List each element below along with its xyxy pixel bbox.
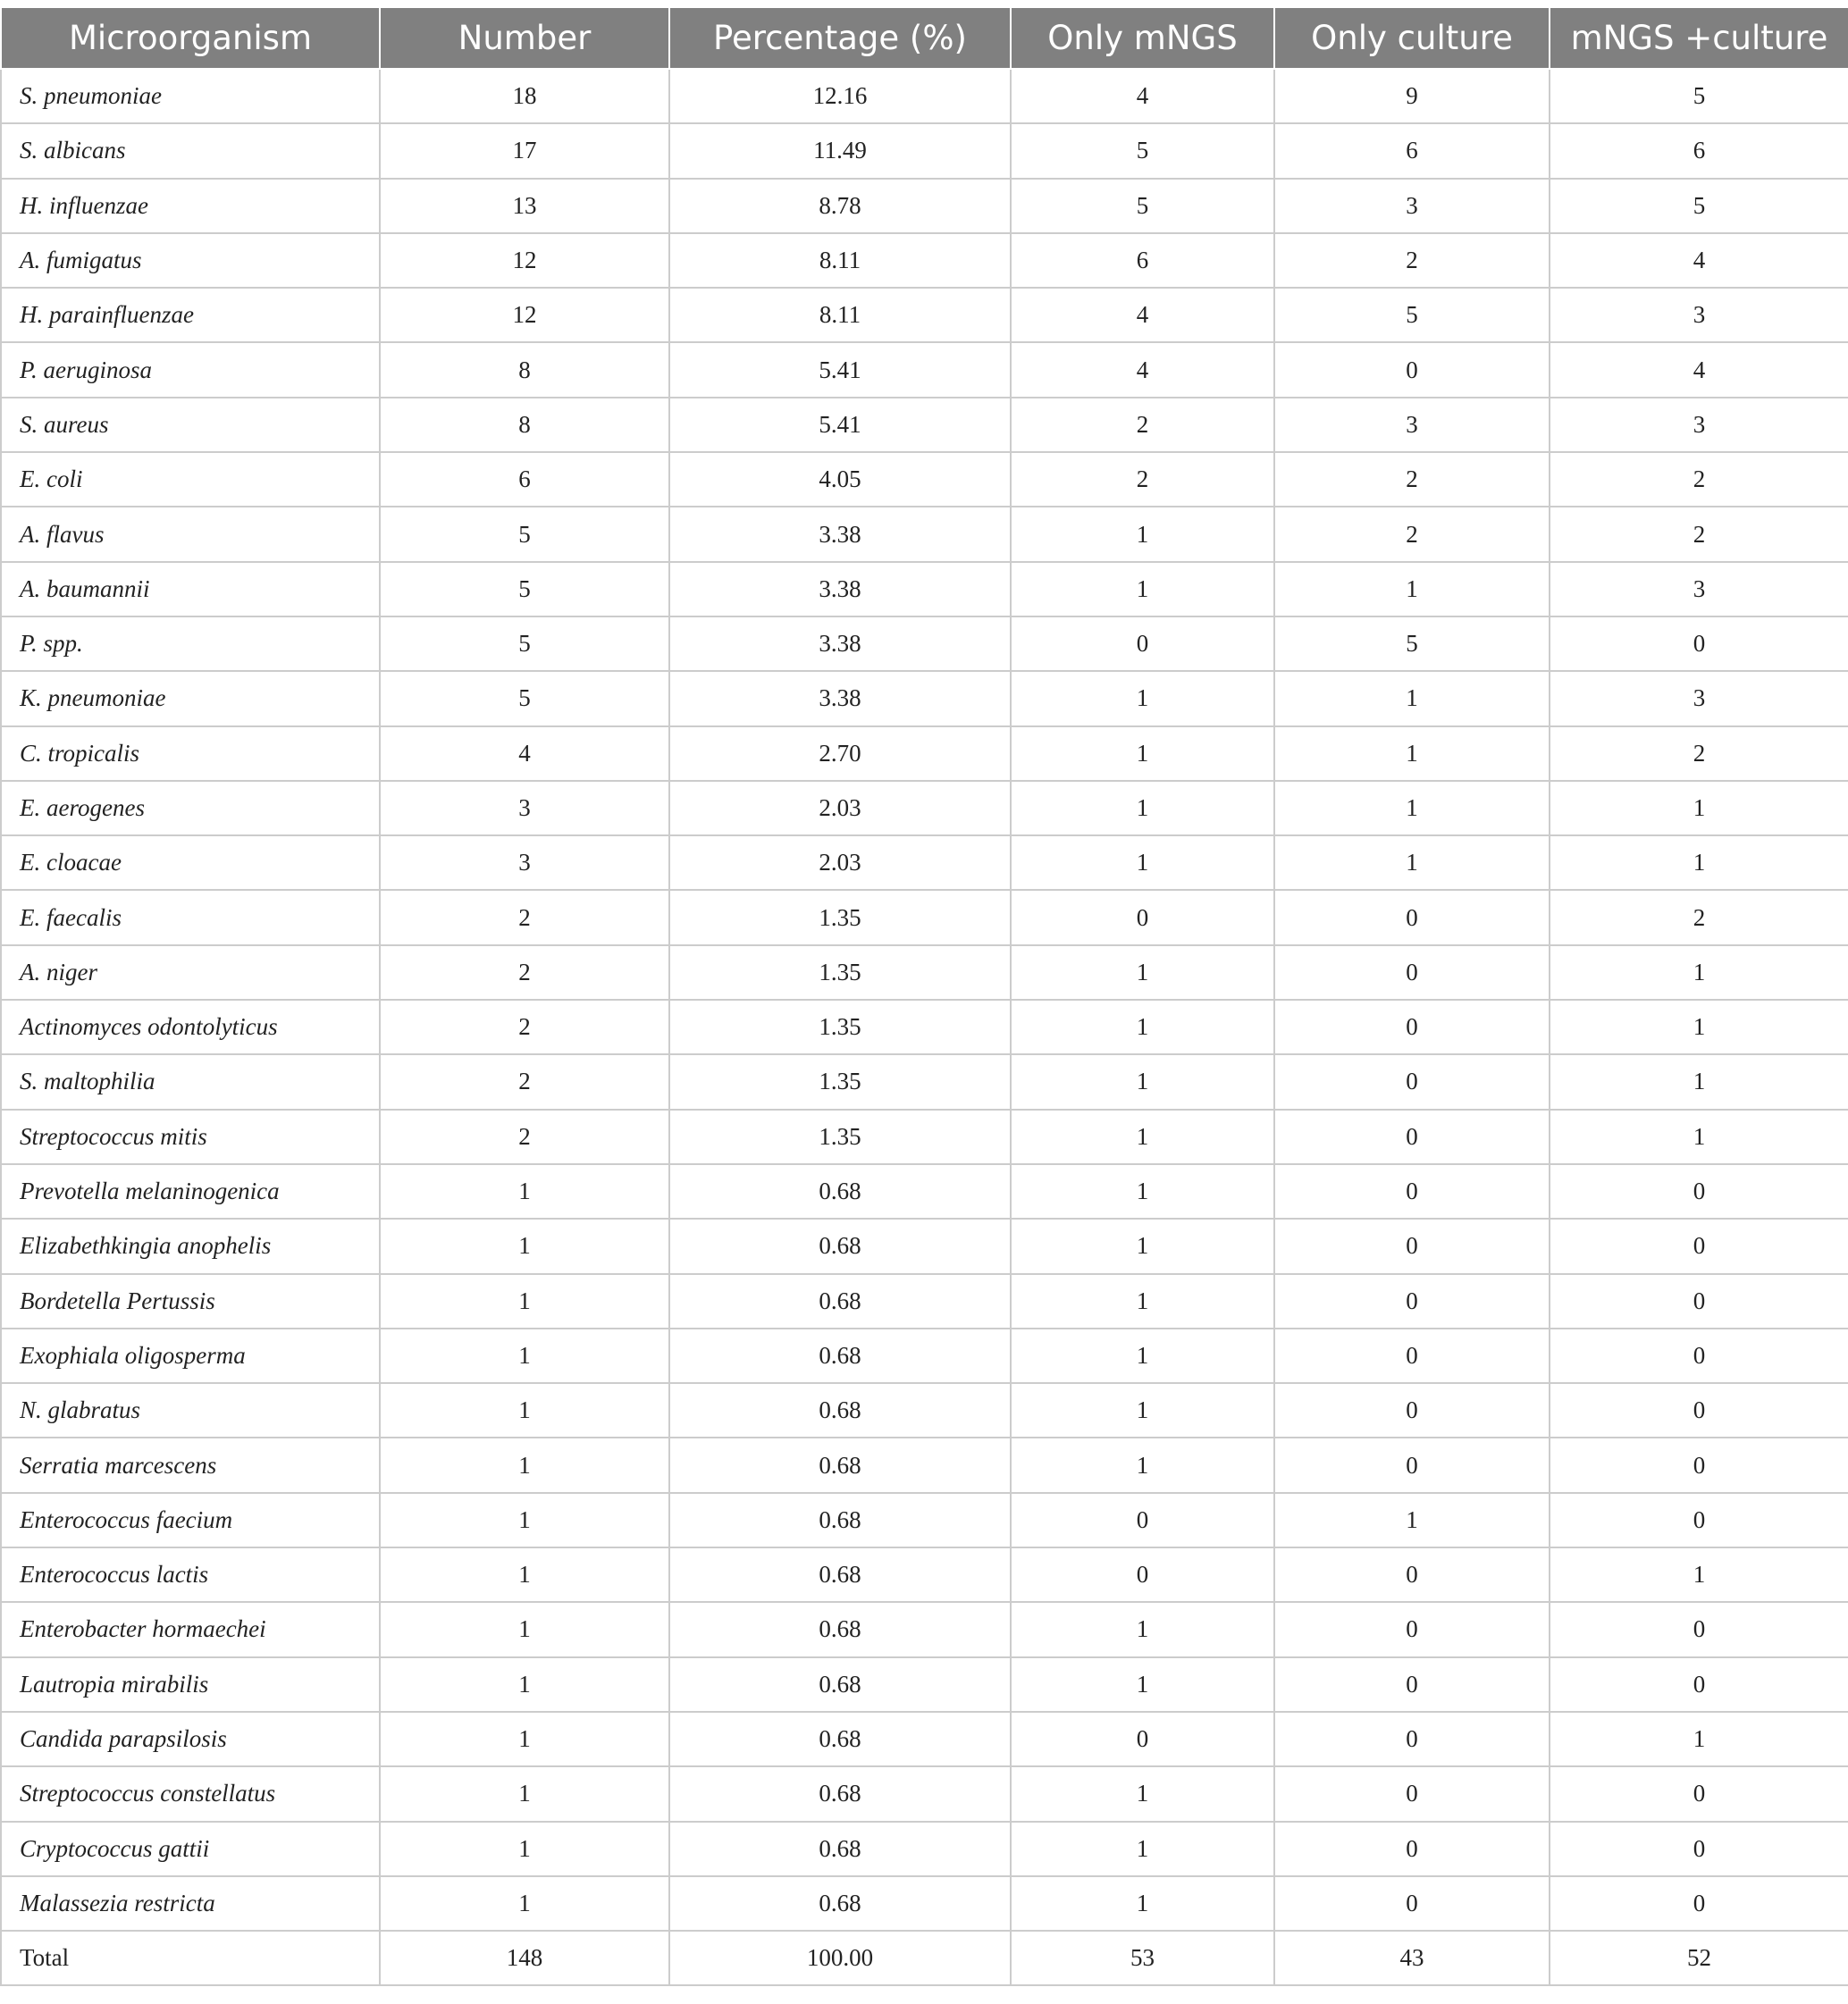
table-row: [1, 507, 1848, 561]
cell-number: 5: [380, 562, 669, 616]
cell-mngs-culture: 52: [1550, 1931, 1848, 1985]
cell-mngs-culture: 2: [1550, 726, 1848, 781]
table-row: [1, 671, 1848, 725]
header-row: [1, 7, 1848, 69]
cell-only-mngs: 4: [1011, 288, 1274, 342]
cell-microorganism: S. maltophilia: [1, 1054, 380, 1109]
table-row: [1, 1547, 1848, 1602]
cell-mngs-culture: 2: [1550, 507, 1848, 561]
cell-number: 1: [380, 1876, 669, 1931]
cell-microorganism: E. cloacae: [1, 835, 380, 890]
cell-only-culture: 0: [1274, 890, 1550, 944]
cell-only-culture: 0: [1274, 1602, 1550, 1656]
header-only-mngs: Only mNGS: [1011, 7, 1274, 69]
table-row: [1, 616, 1848, 671]
table-row: [1, 398, 1848, 452]
cell-only-culture: 2: [1274, 233, 1550, 288]
cell-only-mngs: 1: [1011, 781, 1274, 835]
table-row: [1, 1766, 1848, 1821]
cell-only-mngs: 2: [1011, 398, 1274, 452]
cell-only-culture: 1: [1274, 781, 1550, 835]
table-row: [1, 1438, 1848, 1492]
cell-only-culture: 2: [1274, 452, 1550, 507]
cell-microorganism: Streptococcus constellatus: [1, 1766, 380, 1821]
cell-percentage: 1.35: [669, 1000, 1011, 1054]
cell-only-mngs: 1: [1011, 671, 1274, 725]
cell-only-mngs: 1: [1011, 1657, 1274, 1712]
cell-only-mngs: 2: [1011, 452, 1274, 507]
cell-only-culture: 0: [1274, 1329, 1550, 1383]
cell-microorganism: C. tropicalis: [1, 726, 380, 781]
table-row: [1, 69, 1848, 123]
cell-mngs-culture: 1: [1550, 1054, 1848, 1109]
cell-mngs-culture: 0: [1550, 1219, 1848, 1273]
cell-microorganism: Exophiala oligosperma: [1, 1329, 380, 1383]
cell-only-culture: 0: [1274, 1657, 1550, 1712]
cell-only-mngs: 1: [1011, 1329, 1274, 1383]
table-row: [1, 726, 1848, 781]
cell-only-culture: 1: [1274, 835, 1550, 890]
cell-only-culture: 43: [1274, 1931, 1550, 1985]
cell-mngs-culture: 3: [1550, 288, 1848, 342]
table-row: [1, 1219, 1848, 1273]
cell-microorganism: P. aeruginosa: [1, 342, 380, 397]
cell-only-culture: 0: [1274, 1822, 1550, 1876]
cell-only-culture: 1: [1274, 726, 1550, 781]
cell-number: 1: [380, 1766, 669, 1821]
cell-microorganism: Cryptococcus gattii: [1, 1822, 380, 1876]
cell-only-culture: 5: [1274, 616, 1550, 671]
cell-microorganism: A. niger: [1, 945, 380, 1000]
table-row: [1, 342, 1848, 397]
cell-microorganism: Streptococcus mitis: [1, 1110, 380, 1164]
table-body: [1, 69, 1848, 1985]
cell-microorganism: H. parainfluenzae: [1, 288, 380, 342]
table-row: [1, 945, 1848, 1000]
cell-only-mngs: 1: [1011, 1438, 1274, 1492]
cell-only-mngs: 1: [1011, 1219, 1274, 1273]
cell-only-culture: 1: [1274, 1493, 1550, 1547]
cell-only-culture: 0: [1274, 342, 1550, 397]
cell-percentage: 4.05: [669, 452, 1011, 507]
cell-only-mngs: 1: [1011, 726, 1274, 781]
cell-number: 1: [380, 1329, 669, 1383]
cell-percentage: 2.70: [669, 726, 1011, 781]
cell-only-mngs: 1: [1011, 1383, 1274, 1438]
cell-microorganism: N. glabratus: [1, 1383, 380, 1438]
cell-only-mngs: 4: [1011, 69, 1274, 123]
cell-only-mngs: 1: [1011, 507, 1274, 561]
cell-percentage: 0.68: [669, 1657, 1011, 1712]
table-row: [1, 123, 1848, 178]
cell-mngs-culture: 1: [1550, 835, 1848, 890]
cell-mngs-culture: 1: [1550, 1110, 1848, 1164]
cell-only-mngs: 6: [1011, 233, 1274, 288]
cell-number: 12: [380, 288, 669, 342]
cell-percentage: 0.68: [669, 1438, 1011, 1492]
cell-only-culture: 0: [1274, 1219, 1550, 1273]
cell-only-mngs: 1: [1011, 1822, 1274, 1876]
cell-only-mngs: 1: [1011, 945, 1274, 1000]
cell-only-culture: 0: [1274, 1110, 1550, 1164]
cell-mngs-culture: 0: [1550, 1329, 1848, 1383]
cell-number: 5: [380, 507, 669, 561]
header-only-culture: Only culture: [1274, 7, 1550, 69]
table-row: [1, 1493, 1848, 1547]
cell-number: 3: [380, 835, 669, 890]
cell-number: 1: [380, 1164, 669, 1219]
cell-mngs-culture: 0: [1550, 1657, 1848, 1712]
cell-mngs-culture: 0: [1550, 616, 1848, 671]
cell-mngs-culture: 1: [1550, 945, 1848, 1000]
cell-only-culture: 0: [1274, 1712, 1550, 1766]
cell-percentage: 0.68: [669, 1547, 1011, 1602]
cell-only-mngs: 0: [1011, 1493, 1274, 1547]
cell-mngs-culture: 1: [1550, 1547, 1848, 1602]
cell-percentage: 0.68: [669, 1493, 1011, 1547]
cell-number: 2: [380, 1054, 669, 1109]
cell-number: 13: [380, 179, 669, 233]
cell-only-culture: 0: [1274, 1274, 1550, 1329]
table-row: [1, 781, 1848, 835]
cell-number: 5: [380, 616, 669, 671]
table-row: [1, 1274, 1848, 1329]
table-row: [1, 1164, 1848, 1219]
cell-microorganism: Lautropia mirabilis: [1, 1657, 380, 1712]
cell-mngs-culture: 1: [1550, 781, 1848, 835]
table-row: [1, 562, 1848, 616]
table-row: [1, 890, 1848, 944]
cell-only-culture: 0: [1274, 1000, 1550, 1054]
cell-number: 1: [380, 1274, 669, 1329]
cell-percentage: 5.41: [669, 398, 1011, 452]
cell-microorganism: Elizabethkingia anophelis: [1, 1219, 380, 1273]
cell-mngs-culture: 5: [1550, 69, 1848, 123]
cell-microorganism: Actinomyces odontolyticus: [1, 1000, 380, 1054]
cell-only-culture: 5: [1274, 288, 1550, 342]
cell-mngs-culture: 0: [1550, 1383, 1848, 1438]
cell-mngs-culture: 0: [1550, 1876, 1848, 1931]
cell-percentage: 1.35: [669, 890, 1011, 944]
cell-only-mngs: 1: [1011, 562, 1274, 616]
cell-number: 4: [380, 726, 669, 781]
cell-only-mngs: 1: [1011, 835, 1274, 890]
cell-number: 2: [380, 1110, 669, 1164]
cell-mngs-culture: 5: [1550, 179, 1848, 233]
cell-only-mngs: 1: [1011, 1000, 1274, 1054]
table-row: [1, 1876, 1848, 1931]
table-row: [1, 288, 1848, 342]
table-row: [1, 1657, 1848, 1712]
cell-percentage: 0.68: [669, 1876, 1011, 1931]
cell-only-mngs: 1: [1011, 1054, 1274, 1109]
cell-percentage: 0.68: [669, 1274, 1011, 1329]
cell-mngs-culture: 0: [1550, 1822, 1848, 1876]
cell-only-mngs: 1: [1011, 1876, 1274, 1931]
cell-only-mngs: 0: [1011, 890, 1274, 944]
cell-percentage: 0.68: [669, 1164, 1011, 1219]
cell-only-culture: 0: [1274, 1547, 1550, 1602]
cell-percentage: 0.68: [669, 1219, 1011, 1273]
cell-percentage: 5.41: [669, 342, 1011, 397]
table-row: [1, 1602, 1848, 1656]
cell-number: 1: [380, 1383, 669, 1438]
cell-microorganism: Malassezia restricta: [1, 1876, 380, 1931]
cell-mngs-culture: 3: [1550, 398, 1848, 452]
cell-mngs-culture: 1: [1550, 1712, 1848, 1766]
cell-only-culture: 1: [1274, 671, 1550, 725]
cell-number: 1: [380, 1657, 669, 1712]
cell-mngs-culture: 0: [1550, 1766, 1848, 1821]
cell-mngs-culture: 4: [1550, 342, 1848, 397]
cell-microorganism: S. albicans: [1, 123, 380, 178]
cell-percentage: 0.68: [669, 1383, 1011, 1438]
cell-microorganism: K. pneumoniae: [1, 671, 380, 725]
cell-percentage: 12.16: [669, 69, 1011, 123]
cell-number: 1: [380, 1493, 669, 1547]
total-row: [1, 1931, 1848, 1985]
cell-microorganism: A. fumigatus: [1, 233, 380, 288]
table-row: [1, 1712, 1848, 1766]
cell-microorganism: S. aureus: [1, 398, 380, 452]
cell-mngs-culture: 2: [1550, 890, 1848, 944]
cell-number: 1: [380, 1602, 669, 1656]
cell-microorganism: A. baumannii: [1, 562, 380, 616]
cell-only-culture: 0: [1274, 1164, 1550, 1219]
cell-percentage: 1.35: [669, 1054, 1011, 1109]
cell-mngs-culture: 2: [1550, 452, 1848, 507]
cell-only-mngs: 0: [1011, 1712, 1274, 1766]
cell-mngs-culture: 6: [1550, 123, 1848, 178]
cell-only-mngs: 1: [1011, 1110, 1274, 1164]
header-mngs-culture: mNGS +culture: [1550, 7, 1848, 69]
table-row: [1, 1383, 1848, 1438]
cell-microorganism: Candida parapsilosis: [1, 1712, 380, 1766]
cell-microorganism: Prevotella melaninogenica: [1, 1164, 380, 1219]
table-row: [1, 1329, 1848, 1383]
cell-percentage: 0.68: [669, 1329, 1011, 1383]
cell-mngs-culture: 1: [1550, 1000, 1848, 1054]
cell-percentage: 100.00: [669, 1931, 1011, 1985]
cell-number: 1: [380, 1438, 669, 1492]
cell-number: 5: [380, 671, 669, 725]
cell-only-culture: 0: [1274, 1054, 1550, 1109]
cell-number: 2: [380, 945, 669, 1000]
cell-number: 12: [380, 233, 669, 288]
cell-percentage: 1.35: [669, 945, 1011, 1000]
header-percentage: Percentage (%): [669, 7, 1011, 69]
cell-percentage: 0.68: [669, 1712, 1011, 1766]
cell-only-mngs: 5: [1011, 179, 1274, 233]
table-row: [1, 452, 1848, 507]
cell-percentage: 2.03: [669, 781, 1011, 835]
table-row: [1, 1000, 1848, 1054]
cell-number: 1: [380, 1712, 669, 1766]
cell-only-culture: 0: [1274, 1383, 1550, 1438]
cell-number: 3: [380, 781, 669, 835]
cell-microorganism: S. pneumoniae: [1, 69, 380, 123]
cell-only-culture: 6: [1274, 123, 1550, 178]
cell-only-culture: 0: [1274, 1766, 1550, 1821]
cell-microorganism: Total: [1, 1931, 380, 1985]
cell-number: 1: [380, 1547, 669, 1602]
cell-only-mngs: 0: [1011, 616, 1274, 671]
cell-only-mngs: 1: [1011, 1274, 1274, 1329]
cell-only-mngs: 1: [1011, 1164, 1274, 1219]
cell-mngs-culture: 3: [1550, 562, 1848, 616]
cell-only-culture: 2: [1274, 507, 1550, 561]
cell-percentage: 3.38: [669, 616, 1011, 671]
cell-microorganism: Enterococcus lactis: [1, 1547, 380, 1602]
cell-percentage: 11.49: [669, 123, 1011, 178]
table-row: [1, 1110, 1848, 1164]
cell-microorganism: Enterobacter hormaechei: [1, 1602, 380, 1656]
cell-only-culture: 3: [1274, 398, 1550, 452]
table-row: [1, 1054, 1848, 1109]
cell-percentage: 0.68: [669, 1766, 1011, 1821]
cell-only-mngs: 5: [1011, 123, 1274, 178]
cell-only-culture: 0: [1274, 1438, 1550, 1492]
cell-microorganism: A. flavus: [1, 507, 380, 561]
cell-number: 8: [380, 398, 669, 452]
cell-number: 17: [380, 123, 669, 178]
cell-only-culture: 0: [1274, 1876, 1550, 1931]
microorganism-table: [0, 6, 1848, 1986]
cell-number: 6: [380, 452, 669, 507]
cell-mngs-culture: 0: [1550, 1164, 1848, 1219]
table-row: [1, 1822, 1848, 1876]
cell-only-mngs: 1: [1011, 1602, 1274, 1656]
cell-microorganism: E. aerogenes: [1, 781, 380, 835]
cell-only-mngs: 53: [1011, 1931, 1274, 1985]
table-header: [1, 7, 1848, 69]
cell-only-mngs: 4: [1011, 342, 1274, 397]
cell-microorganism: Enterococcus faecium: [1, 1493, 380, 1547]
cell-percentage: 8.11: [669, 233, 1011, 288]
cell-microorganism: E. faecalis: [1, 890, 380, 944]
cell-microorganism: E. coli: [1, 452, 380, 507]
cell-mngs-culture: 0: [1550, 1602, 1848, 1656]
cell-only-mngs: 1: [1011, 1766, 1274, 1821]
cell-only-culture: 3: [1274, 179, 1550, 233]
cell-percentage: 3.38: [669, 562, 1011, 616]
cell-percentage: 8.78: [669, 179, 1011, 233]
table-row: [1, 233, 1848, 288]
cell-number: 2: [380, 1000, 669, 1054]
cell-mngs-culture: 4: [1550, 233, 1848, 288]
cell-microorganism: Serratia marcescens: [1, 1438, 380, 1492]
cell-mngs-culture: 0: [1550, 1493, 1848, 1547]
cell-percentage: 3.38: [669, 507, 1011, 561]
cell-percentage: 3.38: [669, 671, 1011, 725]
cell-only-culture: 9: [1274, 69, 1550, 123]
cell-percentage: 1.35: [669, 1110, 1011, 1164]
cell-mngs-culture: 0: [1550, 1438, 1848, 1492]
cell-number: 18: [380, 69, 669, 123]
cell-only-culture: 0: [1274, 945, 1550, 1000]
cell-number: 8: [380, 342, 669, 397]
cell-number: 1: [380, 1219, 669, 1273]
cell-microorganism: P. spp.: [1, 616, 380, 671]
header-microorganism: Microorganism: [1, 7, 380, 69]
cell-number: 148: [380, 1931, 669, 1985]
cell-percentage: 8.11: [669, 288, 1011, 342]
cell-mngs-culture: 0: [1550, 1274, 1848, 1329]
cell-microorganism: H. influenzae: [1, 179, 380, 233]
cell-only-culture: 1: [1274, 562, 1550, 616]
cell-only-mngs: 0: [1011, 1547, 1274, 1602]
cell-microorganism: Bordetella Pertussis: [1, 1274, 380, 1329]
cell-number: 1: [380, 1822, 669, 1876]
cell-mngs-culture: 3: [1550, 671, 1848, 725]
cell-percentage: 0.68: [669, 1602, 1011, 1656]
cell-percentage: 2.03: [669, 835, 1011, 890]
cell-percentage: 0.68: [669, 1822, 1011, 1876]
header-number: Number: [380, 7, 669, 69]
cell-number: 2: [380, 890, 669, 944]
table-row: [1, 835, 1848, 890]
table-row: [1, 179, 1848, 233]
